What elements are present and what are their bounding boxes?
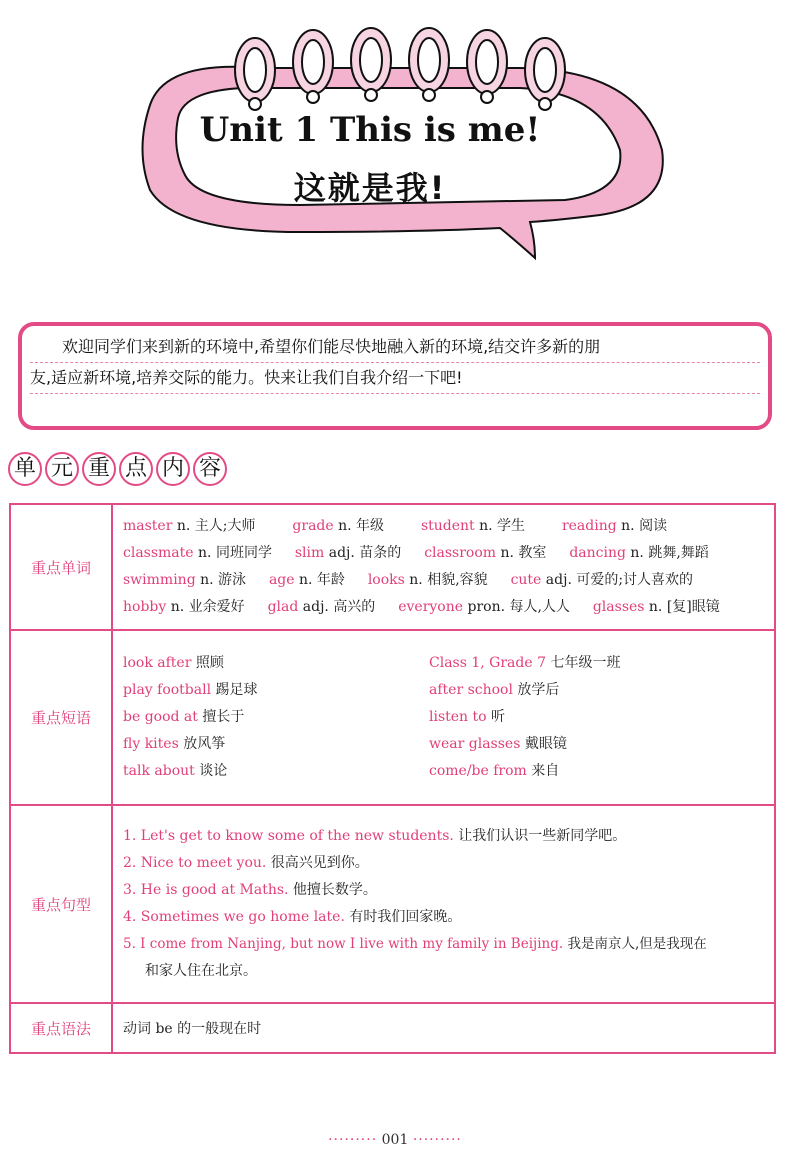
vocab-def: n. 游泳 (195, 572, 247, 588)
phrase-en: after school (429, 682, 513, 698)
phrase-en: come/be from (429, 763, 527, 779)
vocab-word: glad (267, 599, 299, 615)
sentence-item (123, 850, 764, 877)
unit-title: Unit 1 This is me! (199, 110, 541, 150)
phrase-en: look after (123, 655, 192, 671)
vocab-def: pron. 每人,人人 (463, 599, 570, 615)
grammar-label: 重点语法 (10, 1003, 112, 1053)
vocab-word: grade (292, 518, 334, 534)
sentence-en: 5. I come from Nanjing, but now I live with my family in Beijing. (123, 936, 564, 952)
vocab-word: reading (561, 518, 617, 534)
sentences-label: 重点句型 (10, 805, 112, 1003)
phrase-cn: 谈论 (194, 763, 228, 779)
phrase-item (123, 704, 429, 731)
phrase-en: wear glasses (429, 736, 521, 752)
vocab-def: n. 业余爱好 (166, 599, 245, 615)
page-footer (0, 1132, 790, 1148)
vocab-word: glasses (592, 599, 645, 615)
vocab-word: slim (294, 545, 325, 561)
phrase-en: Class 1, Grade 7 (429, 655, 546, 671)
grammar-row (10, 1003, 775, 1053)
intro-line-1: 欢迎同学们来到新的环境中,希望你们能尽快地融入新的环境,结交许多新的朋 (30, 332, 760, 363)
sentence-cn: 他擅长数学。 (288, 882, 377, 898)
sentence-en: 3. He is good at Maths. (123, 882, 289, 898)
vocab-line (123, 513, 764, 540)
intro-line-2: 友,适应新环境,培养交际的能力。快来让我们自我介绍一下吧! (30, 363, 760, 394)
page-number: 001 (381, 1132, 409, 1148)
phrase-item (429, 731, 735, 758)
vocab-def: adj. 高兴的 (298, 599, 376, 615)
phrase-cn: 戴眼镜 (520, 736, 567, 752)
phrases-grid (123, 650, 764, 785)
sentence-cn: 很高兴见到你。 (266, 855, 369, 871)
vocab-word: classroom (424, 545, 497, 561)
heading-char: 重 (82, 452, 116, 486)
vocab-word: age (268, 572, 295, 588)
phrases-row (10, 630, 775, 805)
vocab-word: swimming (123, 572, 196, 588)
phrase-en: play football (123, 682, 212, 698)
vocab-line (123, 567, 764, 594)
sentence-continuation: 和家人住在北京。 (145, 963, 257, 979)
vocab-line (123, 594, 764, 621)
phrase-en: fly kites (123, 736, 179, 752)
phrase-item (429, 677, 735, 704)
intro-box (18, 322, 772, 430)
footer-dots-left: ········· (328, 1132, 378, 1148)
phrases-content (112, 630, 775, 805)
vocab-def: n. 阅读 (616, 518, 668, 534)
phrase-cn: 听 (486, 709, 506, 725)
heading-char: 单 (8, 452, 42, 486)
vocab-def: n. 教室 (496, 545, 547, 561)
sentence-en: 4. Sometimes we go home late. (123, 909, 345, 925)
phrase-item (429, 758, 735, 785)
vocab-def: n. 同班同学 (193, 545, 272, 561)
vocab-def: n. 跳舞,舞蹈 (625, 545, 709, 561)
section-heading (8, 452, 227, 486)
vocab-row (10, 504, 775, 630)
vocab-content (112, 504, 775, 630)
vocab-label: 重点单词 (10, 504, 112, 630)
sentence-cn: 我是南京人,但是我现在 (563, 936, 707, 952)
sentence-item (123, 823, 764, 850)
phrase-cn: 七年级一班 (546, 655, 621, 671)
vocab-word: cute (510, 572, 542, 588)
sentence-cn: 让我们认识一些新同学吧。 (453, 828, 627, 844)
phrase-en: talk about (123, 763, 195, 779)
heading-char: 容 (193, 452, 227, 486)
grammar-content: 动词 be 的一般现在时 (112, 1003, 775, 1053)
phrase-item (123, 650, 429, 677)
sentences-content (112, 805, 775, 1003)
sentence-en: 2. Nice to meet you. (123, 855, 267, 871)
phrase-item (429, 650, 735, 677)
sentences-row (10, 805, 775, 1003)
vocab-def: n. 学生 (474, 518, 526, 534)
phrases-left-column (123, 650, 429, 785)
footer-dots-right: ········· (412, 1132, 462, 1148)
heading-char: 元 (45, 452, 79, 486)
phrase-cn: 来自 (526, 763, 560, 779)
vocab-def: adj. 可爱的;讨人喜欢的 (541, 572, 694, 588)
sentence-en: 1. Let's get to know some of the new students. (123, 828, 454, 844)
vocab-def: n. 年龄 (294, 572, 345, 588)
vocab-word: everyone (398, 599, 464, 615)
heading-char: 点 (119, 452, 153, 486)
vocab-line (123, 540, 764, 567)
sentence-item (123, 904, 764, 931)
vocab-def: n. [复]眼镜 (644, 599, 720, 615)
intro-text (30, 332, 760, 394)
vocab-word: looks (367, 572, 405, 588)
sentence-item (123, 877, 764, 904)
phrases-label: 重点短语 (10, 630, 112, 805)
sentence-item (123, 931, 764, 958)
vocab-word: dancing (569, 545, 626, 561)
phrase-en: be good at (123, 709, 198, 725)
phrase-cn: 放学后 (512, 682, 560, 698)
phrase-item (123, 677, 429, 704)
phrase-item (123, 731, 429, 758)
vocab-def: n. 主人;大师 (172, 518, 256, 534)
vocab-word: student (420, 518, 475, 534)
unit-title-chinese: 这就是我! (293, 169, 447, 207)
heading-char: 内 (156, 452, 190, 486)
vocab-def: n. 相貌,容貌 (404, 572, 488, 588)
vocab-def: adj. 苗条的 (324, 545, 402, 561)
phrase-cn: 擅长于 (197, 709, 245, 725)
phrases-right-column (429, 650, 735, 785)
vocab-word: hobby (123, 599, 167, 615)
phrase-cn: 放风筝 (178, 736, 226, 752)
sentence-cn: 有时我们回家晚。 (344, 909, 462, 925)
phrase-en: listen to (429, 709, 487, 725)
phrase-cn: 踢足球 (211, 682, 258, 698)
phrase-item (123, 758, 429, 785)
phrase-item (429, 704, 735, 731)
vocab-word: classmate (123, 545, 194, 561)
vocab-def: n. 年级 (333, 518, 385, 534)
key-content-table (9, 503, 776, 1054)
phrase-cn: 照顾 (191, 655, 224, 671)
vocab-word: master (123, 518, 173, 534)
